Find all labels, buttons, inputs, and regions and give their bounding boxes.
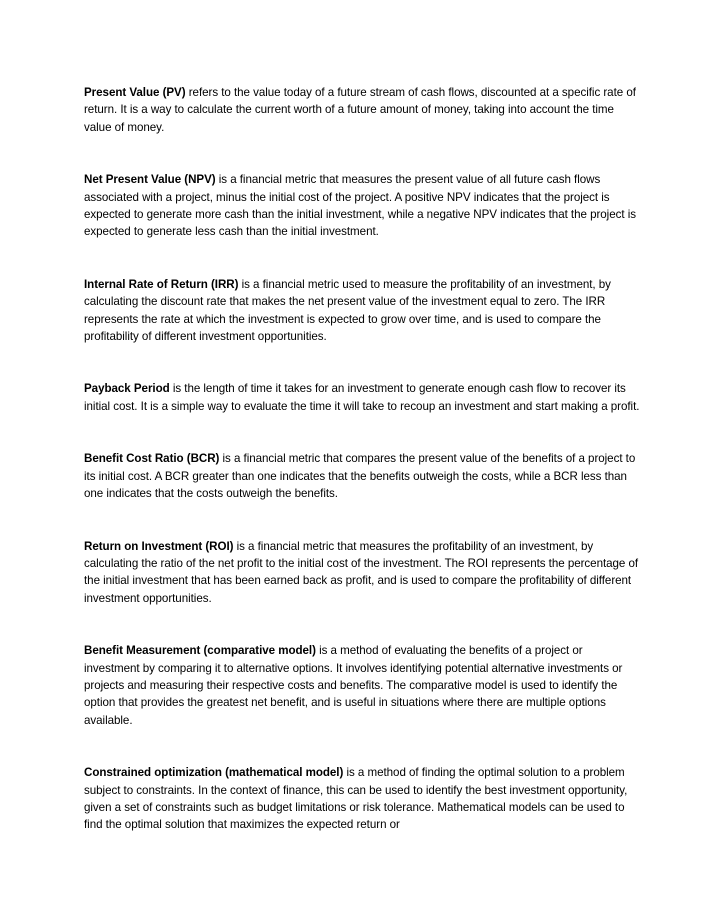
definition-constrained-optimization bbox=[84, 764, 640, 834]
term-payback-period: Payback Period bbox=[84, 382, 170, 396]
definition-text: is a financial metric that measures the profitability of an investment, by calculating the ratio of the net profit to the initial cost of the investment. The ROI represents the percentage of the initial investment that has been earned back as profit, and is used to compare the profitability of different investment opportunities. bbox=[84, 539, 639, 605]
term-benefit-measurement: Benefit Measurement (comparative model) bbox=[84, 644, 316, 658]
definition-text: is a financial metric that measures the present value of all future cash flows associated with a project, minus the initial cost of the project. A positive NPV indicates that the project is expected to generate more cash than the initial investment, while a negative NPV indicates that the project is expected to generate less cash than the initial investment. bbox=[84, 173, 636, 239]
definition-text: is a financial metric used to measure the profitability of an investment, by calculating the discount rate that makes the net present value of the investment equal to zero. The IRR represents the rate at which the investment is expected to grow over time, and is used to compare the profitability of different investment opportunities. bbox=[84, 277, 611, 344]
definition-payback-period bbox=[84, 380, 640, 415]
definition-benefit-measurement bbox=[84, 642, 640, 729]
definition-text: is the length of time it takes for an investment to generate enough cash flow to recover its initial cost. It is a simple way to evaluate the time it will take to recoup an investment and start making a profit. bbox=[84, 382, 640, 413]
term-benefit-cost-ratio: Benefit Cost Ratio (BCR) bbox=[84, 452, 220, 466]
definition-text: is a method of finding the optimal solution to a problem subject to constraints. In the context of finance, this can be used to identify the best investment opportunity, given a set of constraints such as budget limitations or risk tolerance. Mathematical models can be used to find the optimal solution that maximizes the expected return or bbox=[84, 766, 628, 832]
definition-text: is a financial metric that compares the present value of the benefits of a project to its initial cost. A BCR greater than one indicates that the benefits outweigh the costs, while a BCR less than one indicates that the costs outweigh the benefits. bbox=[84, 452, 636, 501]
definition-text: is a method of evaluating the benefits of a project or investment by comparing it to alternative options. It involves identifying potential alternative investments or projects and measuring their respective costs and benefits. The comparative model is used to identify the option that provides the greatest net benefit, and is useful in situations where there are multiple options available. bbox=[84, 644, 623, 727]
term-constrained-optimization: Constrained optimization (mathematical model) bbox=[84, 766, 344, 780]
term-internal-rate-of-return: Internal Rate of Return (IRR) bbox=[84, 277, 239, 291]
term-return-on-investment: Return on Investment (ROI) bbox=[84, 539, 234, 553]
definition-return-on-investment bbox=[84, 538, 640, 608]
term-net-present-value: Net Present Value (NPV) bbox=[84, 173, 216, 187]
definition-benefit-cost-ratio bbox=[84, 450, 640, 502]
definition-text: refers to the value today of a future stream of cash flows, discounted at a specific rate of return. It is a way to calculate the current worth of a future amount of money, taking into account the time value of money. bbox=[84, 86, 636, 134]
definition-internal-rate-of-return bbox=[84, 276, 640, 346]
definition-present-value bbox=[84, 84, 640, 136]
definition-net-present-value bbox=[84, 171, 640, 241]
term-present-value: Present Value (PV) bbox=[84, 86, 186, 99]
document-page bbox=[84, 84, 640, 869]
